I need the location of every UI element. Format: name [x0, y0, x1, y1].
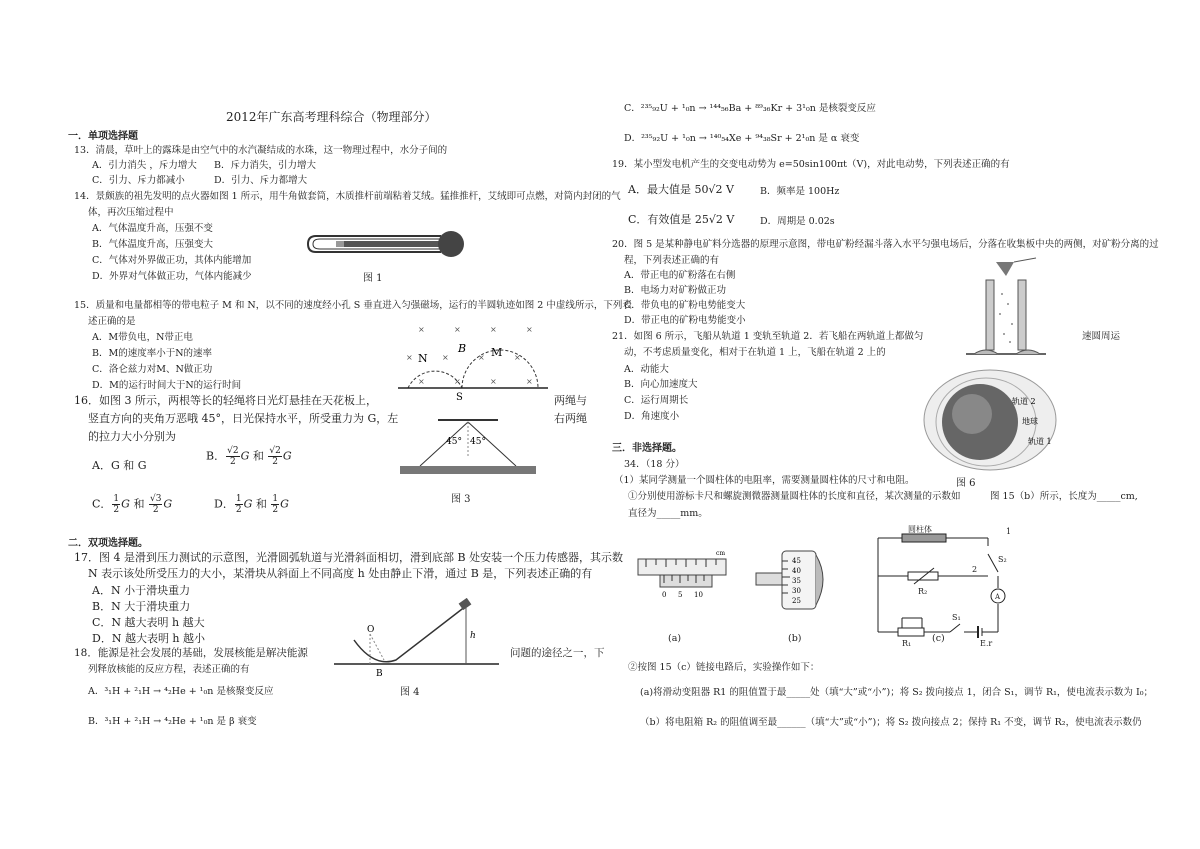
q20-stem-line1: 20．图 5 是某种静电矿料分选器的原理示意图，带电矿粉经漏斗落入水平匀强电场后，分落在收集板中央的两侧，对矿粉分离的过 [612, 239, 1159, 250]
figure-2-label-n: N [418, 352, 428, 365]
q13-option-c: C．引力、斥力都减小 [92, 175, 185, 186]
figure-15b-tick-35: 35 [792, 577, 801, 585]
q34-head: 34．（18 分） [624, 459, 685, 470]
q20-option-b: B．电场力对矿粉做正功 [624, 285, 726, 296]
q17-stem-line1: 17．图 4 是滑到压力测试的示意图，光滑圆弧轨道与光滑斜面相切，滑到底部 B 处安装一个压力传感器，其示数 [74, 551, 624, 564]
q17-stem-line2: N 表示该处所受压力的大小，某滑块从斜面上不同高度 h 处由静止下滑，通过 B 是，下列表述正确的有 [88, 567, 593, 580]
svg-text:×: × [526, 325, 533, 334]
q16-option-a: A．G 和 G [92, 459, 147, 472]
svg-text:×: × [406, 353, 413, 362]
figure-6-caption: 图 6 [956, 478, 976, 489]
figure-2-label-b: B [458, 342, 467, 355]
figure-2-magnetic-field [398, 322, 548, 402]
q34-step-a: (a)将滑动变阻器 R1 的阻值置于最_____处（填“大”或“小”)；将 S₂ 拨向接点 1，闭合 S₁，调节 R₁，使电流表示数为 I₀； [640, 687, 1154, 698]
q21-stem-line2: 动，不考虑质量变化，相对于在轨道 1 上，飞船在轨道 2 上的 [624, 347, 886, 358]
q19-stem: 19．某小型发电机产生的交变电动势为 e=50sin100πt（V)，对此电动势，下列表述正确的有 [612, 159, 1010, 170]
q16-option-d: D． $\frac{1}{2}$ G 和 $\frac{1}{2}$ G [214, 494, 289, 515]
q14-stem-line1: 14．景颇族的祖先发明的点火器如图 1 所示，用牛角做套筒，木质推杆前端粘着艾绒。猛推推杆，艾绒即可点燃，对筒内封闭的气 [74, 191, 621, 202]
q34-measure-line1-right: 图 15（b）所示，长度为_____cm, [990, 491, 1138, 502]
figure-1-fire-piston [306, 224, 466, 264]
q19-option-b: B．频率是 100Hz [760, 186, 840, 197]
figure-15a-tick-5: 5 [678, 591, 683, 599]
figure-15a-tick-10: 10 [694, 591, 703, 599]
q16-stem-line2: 竖直方向的夹角万恶哦 45°，日光保持水平，所受重力为 G，左 [88, 412, 399, 425]
q14-option-a: A．气体温度升高，压强不变 [92, 223, 213, 234]
q34-measure-line2: 直径为_____mm。 [628, 508, 708, 519]
figure-3-angle-right: 45° [470, 437, 486, 447]
svg-text:×: × [418, 377, 425, 386]
q13-stem: 13．清晨，草叶上的露珠是由空气中的水汽凝结成的水珠，这一物理过程中，水分子间的 [74, 145, 448, 156]
figure-15c-label-e: E,r [980, 639, 993, 646]
q18-option-c: C．²³⁵₉₂U + ¹₀n → ¹⁴⁴₅₆Ba + ⁸⁹₃₆Kr + 3¹₀n 是核裂变反应 [624, 103, 876, 114]
figure-15b-tick-30: 30 [792, 587, 801, 595]
figure-15b-caption: (b) [788, 633, 802, 644]
svg-text:×: × [490, 377, 497, 386]
q17-option-b: B．N 大于滑块重力 [92, 600, 191, 613]
svg-text:×: × [490, 325, 497, 334]
svg-text:×: × [442, 353, 449, 362]
q34-measure-line1: ①分别使用游标卡尺和螺旋测微器测量圆柱体的长度和直径，某次测量的示数如 [628, 491, 961, 502]
q15-option-d: D．M的运行时间大于N的运行时间 [92, 380, 242, 391]
q34-procedure-intro: ②按图 15（c）链接电路后，实验操作如下： [628, 662, 820, 673]
figure-5-ore-separator [966, 254, 1056, 360]
q17-option-c: C．N 越大表明 h 越大 [92, 616, 205, 629]
q19-option-c: C．有效值是 25√2 V [628, 213, 735, 226]
section-single-choice: 一．单项选择题 [68, 131, 138, 142]
q16-stem-line1: 16．如图 3 所示，两根等长的轻绳将日光灯悬挂在天花板上， [74, 394, 377, 407]
figure-6-label-orbit1: 轨道 1 [1028, 437, 1052, 446]
page-title: 2012年广东高考理科综合（物理部分） [226, 110, 437, 124]
q15-option-b: B．M的速度率小于N的速率 [92, 348, 213, 359]
figure-15a-vernier-caliper [636, 545, 730, 615]
q18-option-d: D．²³⁵₉₂U + ¹₀n → ¹⁴⁰₅₄Xe + ⁹⁴₃₈Sr + 2¹₀n 是 α 衰变 [624, 133, 860, 144]
q20-stem-line2: 程，下列表述正确的有 [624, 255, 720, 266]
figure-3-lamp [398, 416, 538, 478]
q15-option-c: C．洛仑兹力对M、N做正功 [92, 364, 213, 375]
q16-stem-line1-right: 两绳与 [554, 394, 587, 407]
q16-stem-line2-right: 右两绳 [554, 412, 587, 425]
q21-option-a: A．动能大 [624, 364, 669, 375]
svg-text:×: × [478, 353, 485, 362]
figure-15c-label-cylinder: 圆柱体 [908, 525, 932, 534]
q15-stem-line1: 15．质量和电量都相等的带电粒子 M 和 N，以不同的速度经小孔 S 垂直进入匀强磁场，运行的半圆轨迹如图 2 中虚线所示，下列表 [74, 300, 632, 311]
section-non-choice: 三．非选择题。 [612, 443, 682, 454]
figure-3-caption: 图 3 [451, 494, 471, 505]
q15-option-a: A．M带负电，N带正电 [92, 332, 193, 343]
q21-option-d: D．角速度小 [624, 411, 680, 422]
figure-1-caption: 图 1 [363, 273, 383, 284]
q18-stem-line1: 18．能源是社会发展的基础，发展核能是解决能源 [74, 647, 308, 659]
figure-15c-caption: (c) [932, 633, 945, 644]
q20-option-d: D．带正电的矿粉电势能变小 [624, 315, 746, 326]
figure-15c-label-1: 1 [1006, 527, 1012, 536]
q15-stem-line2: 述正确的是 [88, 316, 136, 327]
figure-15b-micrometer [754, 541, 834, 621]
q18-option-a: A．³₁H + ²₁H → ⁴₂He + ¹₀n 是核聚变反应 [88, 686, 274, 697]
figure-4-label-h: h [470, 631, 476, 641]
figure-15c-circuit [868, 524, 1020, 646]
q34-step-b: （b）将电阻箱 R₂ 的阻值调至最______（填“大”或“小”)；将 S₂ 拨向接点 2；保持 R₁ 不变，调节 R₂，使电流表示数仍 [640, 717, 1142, 728]
q21-option-b: B．向心加速度大 [624, 379, 698, 390]
figure-15a-tick-0: 0 [662, 591, 667, 599]
figure-6-orbits [920, 364, 1070, 474]
q19-option-a: A．最大值是 50√2 V [628, 183, 734, 196]
figure-15c-label-s2: S₂ [998, 555, 1007, 564]
q14-stem-line2: 体，再次压缩过程中 [88, 207, 174, 218]
q14-option-c: C．气体对外界做正功，其体内能增加 [92, 255, 252, 266]
q16-option-c: C． $\frac{1}{2}$ G 和 $\frac{√3}{2}$ G [92, 494, 173, 515]
q13-option-b: B．斥力消失，引力增大 [214, 160, 316, 171]
figure-15b-tick-25: 25 [792, 597, 801, 605]
q34-part1-intro: （1）某同学测量一个圆柱体的电阻率，需要测量圆柱体的尺寸和电阻。 [614, 475, 915, 486]
section-double-choice: 二．双项选择题。 [68, 538, 148, 549]
figure-6-label-orbit2: 轨道 2 [1012, 397, 1036, 406]
q18-option-b: B．³₁H + ²₁H → ⁴₂He + ¹₀n 是 β 衰变 [88, 716, 257, 727]
q14-option-d: D．外界对气体做正功，气体内能减少 [92, 271, 252, 282]
figure-15b-tick-45: 45 [792, 557, 801, 565]
svg-text:×: × [454, 325, 461, 334]
figure-3-angle-left: 45° [446, 437, 462, 447]
q20-option-a: A．带正电的矿粉落在右侧 [624, 270, 736, 281]
q21-stem-line1: 21．如图 6 所示，飞船从轨道 1 变轨至轨道 2．若飞船在两轨道上都做匀 [612, 331, 924, 342]
figure-15c-label-r2: R₂ [918, 587, 928, 596]
q16-stem-line3: 的拉力大小分别为 [88, 430, 176, 443]
q14-option-b: B．气体温度升高，压强变大 [92, 239, 213, 250]
q16-option-b: B． $\frac{√2}{2}$ G 和 $\frac{√2}{2}$ G [206, 446, 292, 467]
figure-4-label-b: B [376, 669, 383, 679]
q17-option-d: D．N 越大表明 h 越小 [92, 632, 206, 645]
q17-option-a: A．N 小于滑块重力 [92, 584, 191, 597]
figure-15b-tick-40: 40 [792, 567, 801, 575]
figure-15c-label-s1: S₁ [952, 613, 961, 622]
figure-2-label-s: S [456, 392, 463, 402]
svg-text:×: × [514, 353, 521, 362]
svg-text:×: × [454, 377, 461, 386]
figure-15a-unit-cm: cm [716, 550, 726, 557]
figure-4-label-o: O [367, 625, 375, 635]
figure-15a-caption: (a) [668, 633, 682, 644]
figure-15c-ammeter: A [995, 593, 1001, 601]
q18-stem-line2: 列释放核能的反应方程，表述正确的有 [88, 664, 250, 675]
q13-option-d: D．引力、斥力都增大 [214, 175, 308, 186]
q18-stem-line1-right: 问题的途径之一，下 [510, 647, 605, 659]
figure-4-slide [334, 598, 504, 680]
figure-15c-label-2: 2 [972, 565, 978, 574]
figure-6-label-earth: 地球 [1022, 417, 1038, 426]
q21-stem-line1-right: 速圆周运 [1082, 331, 1121, 342]
q21-option-c: C．运行周期长 [624, 395, 689, 406]
svg-text:×: × [526, 377, 533, 386]
figure-2-label-m: M [491, 346, 503, 359]
figure-15c-label-r1: R₁ [902, 639, 912, 646]
figure-4-caption: 图 4 [400, 687, 420, 698]
svg-text:×: × [418, 325, 425, 334]
q13-option-a: A．引力消失 ，斥力增大 [92, 160, 197, 171]
q19-option-d: D．周期是 0.02s [760, 216, 835, 227]
q20-option-c: C．带负电的矿粉电势能变大 [624, 300, 746, 311]
